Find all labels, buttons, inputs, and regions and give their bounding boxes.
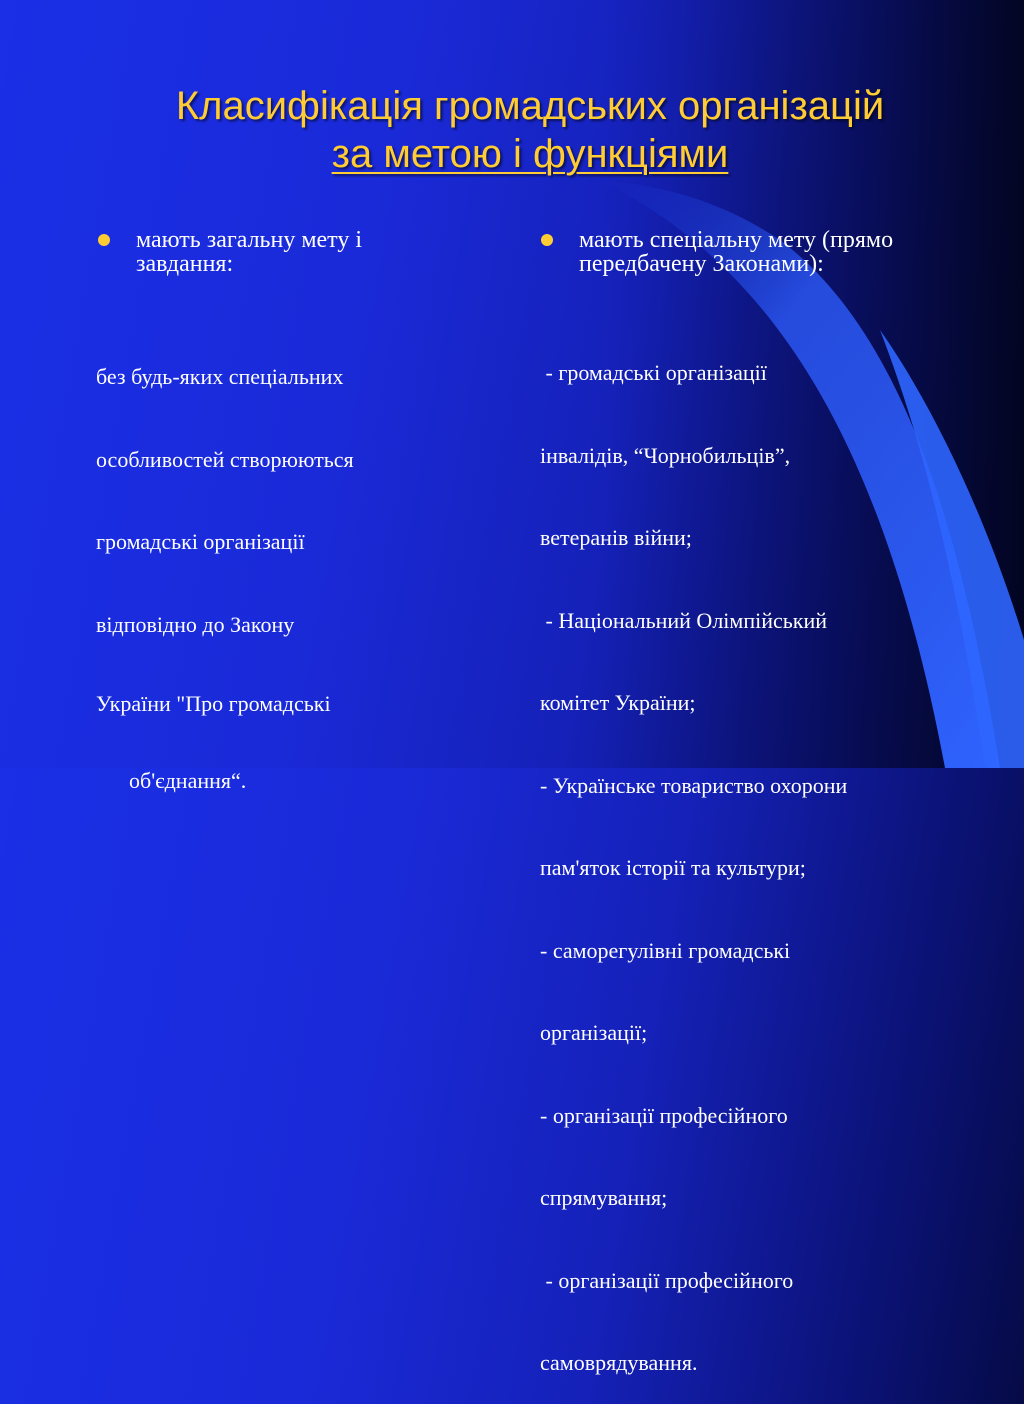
right-paragraph-line: комітет України; [540, 690, 696, 715]
slide-title [0, 82, 1024, 178]
title-line-1: Класифікація громадських організацій [175, 84, 885, 128]
title-line-2: за метою і функціями [331, 132, 729, 176]
left-paragraph-line: громадські організації [96, 529, 305, 554]
left-paragraph [96, 308, 354, 820]
bullet-dot-icon [541, 234, 553, 246]
bullet-dot-icon [98, 234, 110, 246]
right-bullet [541, 228, 893, 276]
right-paragraph [540, 304, 847, 1404]
right-paragraph-line: ветеранів війни; [540, 525, 692, 550]
right-bullet-line: мають спеціальну мету (прямо [579, 227, 894, 253]
right-paragraph-line: інвалідів, “Чорнобильців”, [540, 442, 791, 468]
left-bullet-line: завдання: [136, 251, 234, 277]
right-paragraph-line: - Українське товариство охорони [540, 772, 848, 798]
right-paragraph-line: - Національний Олімпійський [540, 607, 828, 633]
right-paragraph-line: - громадські організації [540, 360, 767, 385]
right-paragraph-line: - саморегулівні громадські [540, 937, 791, 963]
left-paragraph-line: без будь-яких спеціальних [96, 364, 344, 389]
right-paragraph-line: організації; [540, 1020, 648, 1045]
left-paragraph-line: особливостей створюються [96, 446, 354, 472]
right-bullet-line: передбачену Законами): [579, 251, 824, 277]
left-paragraph-line: відповідно до Закону [96, 611, 295, 637]
left-paragraph-line: України "Про громадські [96, 691, 331, 716]
right-paragraph-line: пам'яток історії та культури; [540, 855, 806, 880]
left-paragraph-line: об'єднання“. [96, 768, 247, 793]
left-bullet-text [136, 228, 362, 276]
left-bullet-line: мають загальну мету і [136, 227, 363, 253]
left-bullet [98, 228, 362, 276]
right-paragraph-line: - організації професійного [540, 1102, 788, 1128]
right-bullet-text [579, 228, 893, 276]
right-paragraph-line: самоврядування. [540, 1350, 698, 1375]
right-paragraph-line: - організації професійного [540, 1267, 794, 1293]
right-paragraph-line: спрямування; [540, 1185, 668, 1210]
